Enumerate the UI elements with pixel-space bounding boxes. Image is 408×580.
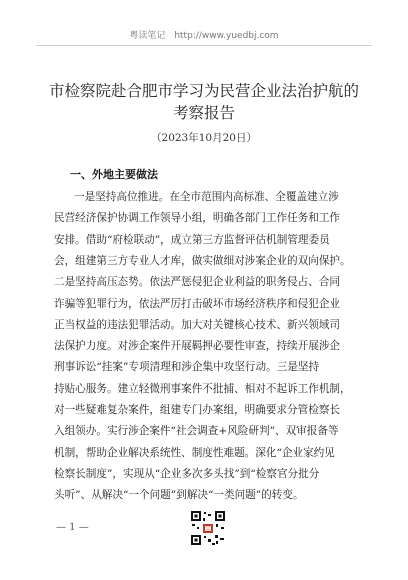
body-text-line: 持贴心服务。建立轻微刑事案件不批捕、相对不起诉工作机制， [54, 382, 351, 395]
body-text-line: 法保护力度。对涉企案件开展羁押必要性审查，持续开展涉企 [54, 340, 341, 353]
body-text-line: 对一些疑难复杂案件，组建专门办案组，明确要求分管检察长 [54, 404, 341, 416]
body-text-line: 诈骗等犯罪行为，依法严厉打击破坏市场经济秩序和侵犯企业 [54, 297, 341, 310]
body-text-line: 机制，帮助企业解决系统性、制度性难题。深化“企业家约见 [54, 446, 335, 459]
page-header [0, 28, 408, 41]
body-text-line: 安排。借助“府检联动”，成立第三方监督评估机制管理委员 [54, 233, 330, 246]
header-divider [36, 45, 372, 46]
document-title-line-1: 市检察院赴合肥市学习为民营企业法治护航的 [48, 82, 359, 100]
section-heading: 一、外地主要做法 [70, 168, 158, 181]
body-text-line: 正当权益的违法犯罪活动。加大对关键核心技术、新兴领域司 [54, 318, 341, 331]
qr-code-image [190, 510, 226, 546]
header-site-name: 粤读笔记 [129, 31, 166, 41]
body-text-line: 二是坚持高压态势。依法严惩侵犯企业利益的职务侵占、合同 [54, 276, 341, 289]
document-title-line-2: 考察报告 [172, 104, 235, 122]
body-text-line: 检察长制度”，实现从“企业多次多头找”到“检察官分批分 [54, 467, 320, 480]
body-text-line: 刑事诉讼“挂案”专项清理和涉企集中攻坚行动。三是坚持 [54, 361, 320, 374]
document-date: （2023年10月20日） [151, 132, 257, 144]
body-text-line: 入组领办。实行涉企案件“社会调查+风险研判”、双审报备等 [54, 425, 339, 438]
header-url[interactable]: http://www.yuedbj.com [174, 31, 279, 41]
page-number: — 1 — [56, 522, 89, 533]
body-text-line: 一是坚持高位推进。在全市范围内高标准、全覆盖建立涉 [74, 191, 339, 203]
body-text-line: 会，组建第三方专业人才库，做实做细对涉案企业的双向保护。 [54, 254, 351, 267]
qr-code-icon [190, 510, 226, 546]
body-text-line: 头听”、从解决“一个问题”到解决“一类问题”的转变。 [54, 489, 304, 502]
body-text-line: 民营经济保护协调工作领导小组，明确各部门工作任务和工作 [54, 212, 341, 225]
